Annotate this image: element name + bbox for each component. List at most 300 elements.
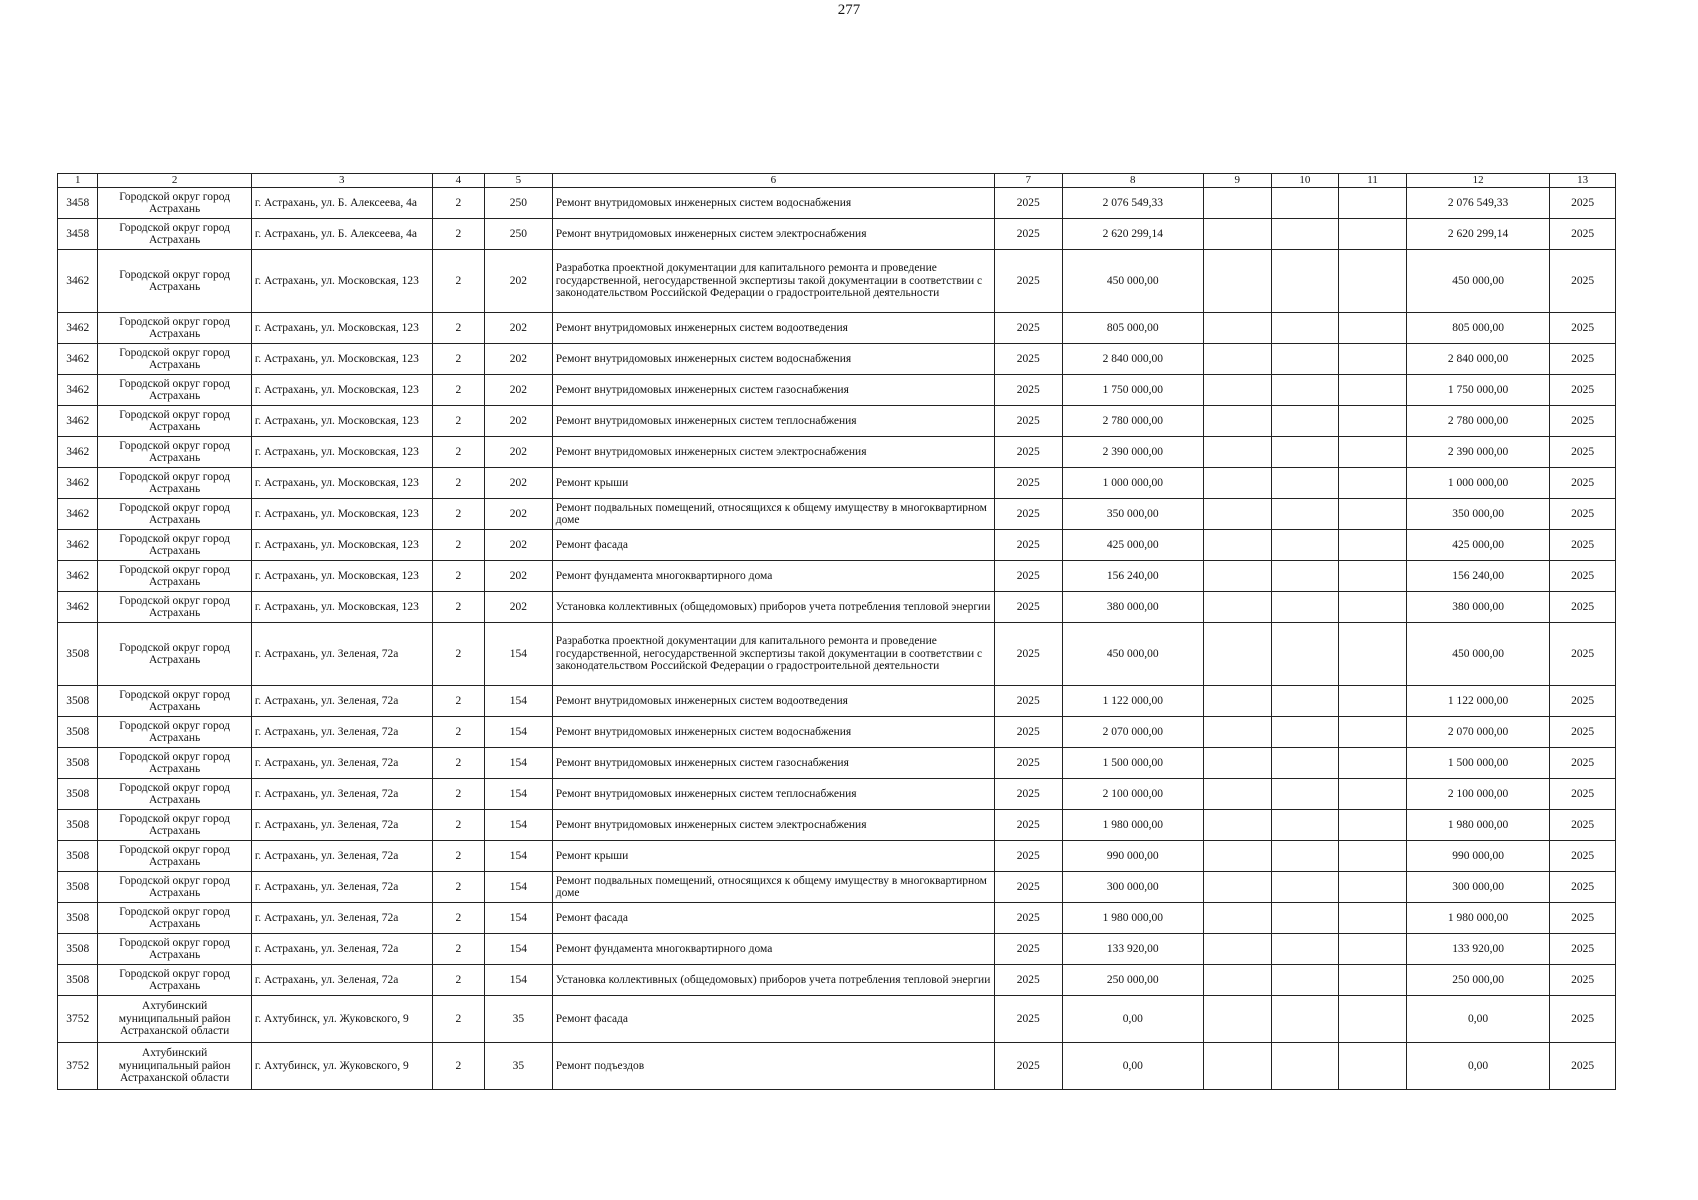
year-cell: 2025 <box>994 903 1062 934</box>
year-cell: 2025 <box>994 872 1062 903</box>
col-9-value-cell <box>1203 250 1271 313</box>
address-cell: г. Астрахань, ул. Московская, 123 <box>251 468 432 499</box>
completion-year-cell: 2025 <box>1550 499 1616 530</box>
col-9-value-cell <box>1203 996 1271 1043</box>
col-4-value-cell: 2 <box>432 872 485 903</box>
col-4-value-cell: 2 <box>432 188 485 219</box>
address-cell: г. Астрахань, ул. Зеленая, 72а <box>251 779 432 810</box>
address-cell: г. Астрахань, ул. Зеленая, 72а <box>251 903 432 934</box>
cost-total-cell: 2 390 000,00 <box>1062 437 1203 468</box>
year-cell: 2025 <box>994 219 1062 250</box>
col-5-value-cell: 154 <box>485 934 553 965</box>
col-10-value-cell <box>1271 1043 1339 1090</box>
cost-fund-cell: 1 500 000,00 <box>1406 748 1549 779</box>
col-11-value-cell <box>1339 872 1407 903</box>
work-type-cell: Установка коллективных (общедомовых) приборов учета потребления тепловой энергии <box>552 965 994 996</box>
table-row <box>58 530 1616 561</box>
cost-total-cell: 350 000,00 <box>1062 499 1203 530</box>
row-number-cell: 3508 <box>58 748 98 779</box>
year-cell: 2025 <box>994 406 1062 437</box>
work-type-cell: Ремонт крыши <box>552 468 994 499</box>
col-10-value-cell <box>1271 344 1339 375</box>
completion-year-cell: 2025 <box>1550 996 1616 1043</box>
cost-total-cell: 2 840 000,00 <box>1062 344 1203 375</box>
cost-total-cell: 2 620 299,14 <box>1062 219 1203 250</box>
municipality-cell: Городской округ город Астрахань <box>98 841 251 872</box>
address-cell: г. Астрахань, ул. Московская, 123 <box>251 561 432 592</box>
col-11-value-cell <box>1339 810 1407 841</box>
year-cell: 2025 <box>994 499 1062 530</box>
col-10-value-cell <box>1271 499 1339 530</box>
table-row <box>58 686 1616 717</box>
col-10-value-cell <box>1271 872 1339 903</box>
col-4-value-cell: 2 <box>432 437 485 468</box>
row-number-cell: 3508 <box>58 934 98 965</box>
address-cell: г. Астрахань, ул. Зеленая, 72а <box>251 810 432 841</box>
col-5-value-cell: 250 <box>485 188 553 219</box>
work-type-cell: Разработка проектной документации для капитального ремонта и проведение государственной, негосударственной экспертизы такой документации в соответствии с законодательством Российской Федерации о градостроительной деятельности <box>552 623 994 686</box>
row-number-cell: 3462 <box>58 313 98 344</box>
col-11-value-cell <box>1339 499 1407 530</box>
work-type-cell: Ремонт внутридомовых инженерных систем теплоснабжения <box>552 406 994 437</box>
col-11-value-cell <box>1339 841 1407 872</box>
row-number-cell: 3462 <box>58 530 98 561</box>
capital-repair-table <box>57 173 1616 1090</box>
column-header-12: 12 <box>1406 174 1549 188</box>
col-9-value-cell <box>1203 717 1271 748</box>
row-number-cell: 3508 <box>58 841 98 872</box>
cost-fund-cell: 2 100 000,00 <box>1406 779 1549 810</box>
row-number-cell: 3752 <box>58 996 98 1043</box>
table-row <box>58 779 1616 810</box>
completion-year-cell: 2025 <box>1550 841 1616 872</box>
cost-total-cell: 156 240,00 <box>1062 561 1203 592</box>
col-9-value-cell <box>1203 623 1271 686</box>
completion-year-cell: 2025 <box>1550 903 1616 934</box>
address-cell: г. Астрахань, ул. Московская, 123 <box>251 592 432 623</box>
municipality-cell: Городской округ город Астрахань <box>98 219 251 250</box>
col-11-value-cell <box>1339 996 1407 1043</box>
address-cell: г. Астрахань, ул. Зеленая, 72а <box>251 965 432 996</box>
col-10-value-cell <box>1271 841 1339 872</box>
address-cell: г. Астрахань, ул. Зеленая, 72а <box>251 623 432 686</box>
col-4-value-cell: 2 <box>432 623 485 686</box>
cost-total-cell: 450 000,00 <box>1062 250 1203 313</box>
col-9-value-cell <box>1203 530 1271 561</box>
col-9-value-cell <box>1203 375 1271 406</box>
col-4-value-cell: 2 <box>432 779 485 810</box>
address-cell: г. Ахтубинск, ул. Жуковского, 9 <box>251 1043 432 1090</box>
municipality-cell: Городской округ город Астрахань <box>98 406 251 437</box>
col-11-value-cell <box>1339 344 1407 375</box>
address-cell: г. Ахтубинск, ул. Жуковского, 9 <box>251 996 432 1043</box>
address-cell: г. Астрахань, ул. Зеленая, 72а <box>251 841 432 872</box>
cost-total-cell: 2 780 000,00 <box>1062 406 1203 437</box>
completion-year-cell: 2025 <box>1550 748 1616 779</box>
col-9-value-cell <box>1203 499 1271 530</box>
municipality-cell: Городской округ город Астрахань <box>98 592 251 623</box>
table-row <box>58 841 1616 872</box>
completion-year-cell: 2025 <box>1550 717 1616 748</box>
column-header-13: 13 <box>1550 174 1616 188</box>
cost-total-cell: 805 000,00 <box>1062 313 1203 344</box>
col-11-value-cell <box>1339 219 1407 250</box>
col-5-value-cell: 250 <box>485 219 553 250</box>
col-5-value-cell: 154 <box>485 623 553 686</box>
cost-fund-cell: 2 780 000,00 <box>1406 406 1549 437</box>
table-row <box>58 375 1616 406</box>
col-9-value-cell <box>1203 344 1271 375</box>
work-type-cell: Ремонт внутридомовых инженерных систем водоснабжения <box>552 344 994 375</box>
year-cell: 2025 <box>994 437 1062 468</box>
work-type-cell: Ремонт крыши <box>552 841 994 872</box>
work-type-cell: Ремонт подвальных помещений, относящихся к общему имуществу в многоквартирном доме <box>552 872 994 903</box>
row-number-cell: 3458 <box>58 219 98 250</box>
col-10-value-cell <box>1271 717 1339 748</box>
cost-fund-cell: 425 000,00 <box>1406 530 1549 561</box>
col-9-value-cell <box>1203 313 1271 344</box>
municipality-cell: Городской округ город Астрахань <box>98 686 251 717</box>
col-11-value-cell <box>1339 623 1407 686</box>
year-cell: 2025 <box>994 530 1062 561</box>
col-9-value-cell <box>1203 1043 1271 1090</box>
cost-total-cell: 1 980 000,00 <box>1062 810 1203 841</box>
completion-year-cell: 2025 <box>1550 437 1616 468</box>
col-5-value-cell: 202 <box>485 592 553 623</box>
col-10-value-cell <box>1271 188 1339 219</box>
col-4-value-cell: 2 <box>432 810 485 841</box>
year-cell: 2025 <box>994 250 1062 313</box>
row-number-cell: 3508 <box>58 717 98 748</box>
col-10-value-cell <box>1271 250 1339 313</box>
row-number-cell: 3508 <box>58 965 98 996</box>
cost-fund-cell: 2 620 299,14 <box>1406 219 1549 250</box>
col-9-value-cell <box>1203 188 1271 219</box>
completion-year-cell: 2025 <box>1550 468 1616 499</box>
completion-year-cell: 2025 <box>1550 1043 1616 1090</box>
col-5-value-cell: 154 <box>485 903 553 934</box>
row-number-cell: 3462 <box>58 468 98 499</box>
completion-year-cell: 2025 <box>1550 965 1616 996</box>
table-row <box>58 623 1616 686</box>
table-row <box>58 219 1616 250</box>
work-type-cell: Ремонт подъездов <box>552 1043 994 1090</box>
completion-year-cell: 2025 <box>1550 872 1616 903</box>
address-cell: г. Астрахань, ул. Зеленая, 72а <box>251 717 432 748</box>
municipality-cell: Городской округ город Астрахань <box>98 903 251 934</box>
col-5-value-cell: 202 <box>485 530 553 561</box>
col-4-value-cell: 2 <box>432 996 485 1043</box>
completion-year-cell: 2025 <box>1550 530 1616 561</box>
col-4-value-cell: 2 <box>432 375 485 406</box>
col-4-value-cell: 2 <box>432 313 485 344</box>
col-9-value-cell <box>1203 872 1271 903</box>
table-row <box>58 965 1616 996</box>
col-10-value-cell <box>1271 313 1339 344</box>
col-5-value-cell: 202 <box>485 499 553 530</box>
col-9-value-cell <box>1203 592 1271 623</box>
column-header-5: 5 <box>485 174 553 188</box>
municipality-cell: Городской округ город Астрахань <box>98 375 251 406</box>
municipality-cell: Городской округ город Астрахань <box>98 530 251 561</box>
table-body <box>58 188 1616 1090</box>
municipality-cell: Городской округ город Астрахань <box>98 344 251 375</box>
col-5-value-cell: 202 <box>485 250 553 313</box>
column-header-6: 6 <box>552 174 994 188</box>
table-row <box>58 250 1616 313</box>
col-11-value-cell <box>1339 468 1407 499</box>
col-10-value-cell <box>1271 219 1339 250</box>
col-11-value-cell <box>1339 686 1407 717</box>
address-cell: г. Астрахань, ул. Зеленая, 72а <box>251 686 432 717</box>
completion-year-cell: 2025 <box>1550 810 1616 841</box>
col-10-value-cell <box>1271 934 1339 965</box>
year-cell: 2025 <box>994 313 1062 344</box>
col-9-value-cell <box>1203 934 1271 965</box>
municipality-cell: Городской округ город Астрахань <box>98 810 251 841</box>
work-type-cell: Ремонт внутридомовых инженерных систем теплоснабжения <box>552 779 994 810</box>
row-number-cell: 3508 <box>58 779 98 810</box>
cost-total-cell: 300 000,00 <box>1062 872 1203 903</box>
row-number-cell: 3462 <box>58 406 98 437</box>
work-type-cell: Ремонт внутридомовых инженерных систем электроснабжения <box>552 810 994 841</box>
col-9-value-cell <box>1203 437 1271 468</box>
cost-fund-cell: 2 840 000,00 <box>1406 344 1549 375</box>
year-cell: 2025 <box>994 623 1062 686</box>
address-cell: г. Астрахань, ул. Б. Алексеева, 4а <box>251 219 432 250</box>
col-5-value-cell: 202 <box>485 437 553 468</box>
column-header-11: 11 <box>1339 174 1407 188</box>
col-5-value-cell: 154 <box>485 779 553 810</box>
year-cell: 2025 <box>994 841 1062 872</box>
table-row <box>58 499 1616 530</box>
municipality-cell: Городской округ город Астрахань <box>98 965 251 996</box>
cost-total-cell: 2 070 000,00 <box>1062 717 1203 748</box>
col-4-value-cell: 2 <box>432 934 485 965</box>
col-11-value-cell <box>1339 1043 1407 1090</box>
table-row <box>58 313 1616 344</box>
table-row <box>58 717 1616 748</box>
cost-fund-cell: 156 240,00 <box>1406 561 1549 592</box>
completion-year-cell: 2025 <box>1550 219 1616 250</box>
col-4-value-cell: 2 <box>432 1043 485 1090</box>
table-row <box>58 1043 1616 1090</box>
work-type-cell: Ремонт внутридомовых инженерных систем газоснабжения <box>552 375 994 406</box>
col-5-value-cell: 35 <box>485 996 553 1043</box>
municipality-cell: Городской округ город Астрахань <box>98 872 251 903</box>
col-5-value-cell: 154 <box>485 686 553 717</box>
year-cell: 2025 <box>994 561 1062 592</box>
municipality-cell: Городской округ город Астрахань <box>98 779 251 810</box>
work-type-cell: Установка коллективных (общедомовых) приборов учета потребления тепловой энергии <box>552 592 994 623</box>
work-type-cell: Ремонт фасада <box>552 996 994 1043</box>
table-row <box>58 437 1616 468</box>
completion-year-cell: 2025 <box>1550 934 1616 965</box>
municipality-cell: Городской округ город Астрахань <box>98 561 251 592</box>
col-11-value-cell <box>1339 250 1407 313</box>
municipality-cell: Городской округ город Астрахань <box>98 313 251 344</box>
col-5-value-cell: 202 <box>485 468 553 499</box>
col-9-value-cell <box>1203 841 1271 872</box>
column-header-1: 1 <box>58 174 98 188</box>
column-header-8: 8 <box>1062 174 1203 188</box>
col-5-value-cell: 202 <box>485 344 553 375</box>
col-11-value-cell <box>1339 965 1407 996</box>
col-11-value-cell <box>1339 592 1407 623</box>
col-10-value-cell <box>1271 437 1339 468</box>
col-4-value-cell: 2 <box>432 250 485 313</box>
municipality-cell: Ахтубинский муниципальный район Астраханской области <box>98 996 251 1043</box>
col-4-value-cell: 2 <box>432 561 485 592</box>
col-10-value-cell <box>1271 748 1339 779</box>
col-5-value-cell: 202 <box>485 561 553 592</box>
col-4-value-cell: 2 <box>432 903 485 934</box>
row-number-cell: 3508 <box>58 623 98 686</box>
col-4-value-cell: 2 <box>432 592 485 623</box>
cost-fund-cell: 1 000 000,00 <box>1406 468 1549 499</box>
address-cell: г. Астрахань, ул. Московская, 123 <box>251 437 432 468</box>
address-cell: г. Астрахань, ул. Московская, 123 <box>251 530 432 561</box>
year-cell: 2025 <box>994 810 1062 841</box>
cost-fund-cell: 1 122 000,00 <box>1406 686 1549 717</box>
municipality-cell: Городской округ город Астрахань <box>98 250 251 313</box>
cost-total-cell: 2 100 000,00 <box>1062 779 1203 810</box>
year-cell: 2025 <box>994 188 1062 219</box>
work-type-cell: Ремонт фасада <box>552 903 994 934</box>
completion-year-cell: 2025 <box>1550 375 1616 406</box>
cost-total-cell: 133 920,00 <box>1062 934 1203 965</box>
address-cell: г. Астрахань, ул. Московская, 123 <box>251 406 432 437</box>
municipality-cell: Ахтубинский муниципальный район Астраханской области <box>98 1043 251 1090</box>
year-cell: 2025 <box>994 375 1062 406</box>
col-5-value-cell: 202 <box>485 375 553 406</box>
address-cell: г. Астрахань, ул. Московская, 123 <box>251 313 432 344</box>
col-5-value-cell: 202 <box>485 406 553 437</box>
col-10-value-cell <box>1271 996 1339 1043</box>
col-5-value-cell: 154 <box>485 872 553 903</box>
municipality-cell: Городской округ город Астрахань <box>98 934 251 965</box>
row-number-cell: 3462 <box>58 499 98 530</box>
col-10-value-cell <box>1271 592 1339 623</box>
page-number: 277 <box>837 2 861 18</box>
col-9-value-cell <box>1203 779 1271 810</box>
col-5-value-cell: 154 <box>485 717 553 748</box>
municipality-cell: Городской округ город Астрахань <box>98 188 251 219</box>
col-11-value-cell <box>1339 717 1407 748</box>
completion-year-cell: 2025 <box>1550 592 1616 623</box>
completion-year-cell: 2025 <box>1550 561 1616 592</box>
year-cell: 2025 <box>994 934 1062 965</box>
col-11-value-cell <box>1339 530 1407 561</box>
col-11-value-cell <box>1339 375 1407 406</box>
table-row <box>58 468 1616 499</box>
year-cell: 2025 <box>994 717 1062 748</box>
completion-year-cell: 2025 <box>1550 188 1616 219</box>
col-5-value-cell: 154 <box>485 965 553 996</box>
table-row <box>58 934 1616 965</box>
address-cell: г. Астрахань, ул. Московская, 123 <box>251 250 432 313</box>
work-type-cell: Ремонт внутридомовых инженерных систем водоотведения <box>552 686 994 717</box>
year-cell: 2025 <box>994 686 1062 717</box>
row-number-cell: 3462 <box>58 250 98 313</box>
table-row <box>58 406 1616 437</box>
col-10-value-cell <box>1271 530 1339 561</box>
cost-total-cell: 1 122 000,00 <box>1062 686 1203 717</box>
col-9-value-cell <box>1203 748 1271 779</box>
table-row <box>58 592 1616 623</box>
address-cell: г. Астрахань, ул. Московская, 123 <box>251 344 432 375</box>
cost-fund-cell: 2 070 000,00 <box>1406 717 1549 748</box>
table-row <box>58 872 1616 903</box>
row-number-cell: 3462 <box>58 561 98 592</box>
cost-fund-cell: 1 980 000,00 <box>1406 810 1549 841</box>
completion-year-cell: 2025 <box>1550 406 1616 437</box>
col-5-value-cell: 202 <box>485 313 553 344</box>
column-header-4: 4 <box>432 174 485 188</box>
cost-total-cell: 1 500 000,00 <box>1062 748 1203 779</box>
completion-year-cell: 2025 <box>1550 313 1616 344</box>
table-row <box>58 188 1616 219</box>
col-4-value-cell: 2 <box>432 219 485 250</box>
address-cell: г. Астрахань, ул. Московская, 123 <box>251 375 432 406</box>
row-number-cell: 3462 <box>58 344 98 375</box>
cost-fund-cell: 450 000,00 <box>1406 250 1549 313</box>
cost-total-cell: 0,00 <box>1062 996 1203 1043</box>
year-cell: 2025 <box>994 996 1062 1043</box>
work-type-cell: Ремонт внутридомовых инженерных систем электроснабжения <box>552 437 994 468</box>
cost-fund-cell: 250 000,00 <box>1406 965 1549 996</box>
col-5-value-cell: 154 <box>485 810 553 841</box>
col-11-value-cell <box>1339 903 1407 934</box>
completion-year-cell: 2025 <box>1550 344 1616 375</box>
cost-total-cell: 0,00 <box>1062 1043 1203 1090</box>
col-4-value-cell: 2 <box>432 748 485 779</box>
cost-total-cell: 990 000,00 <box>1062 841 1203 872</box>
col-10-value-cell <box>1271 468 1339 499</box>
col-9-value-cell <box>1203 468 1271 499</box>
row-number-cell: 3462 <box>58 437 98 468</box>
municipality-cell: Городской округ город Астрахань <box>98 748 251 779</box>
row-number-cell: 3462 <box>58 375 98 406</box>
cost-fund-cell: 300 000,00 <box>1406 872 1549 903</box>
column-header-10: 10 <box>1271 174 1339 188</box>
col-5-value-cell: 154 <box>485 841 553 872</box>
table-row <box>58 996 1616 1043</box>
address-cell: г. Астрахань, ул. Зеленая, 72а <box>251 934 432 965</box>
col-4-value-cell: 2 <box>432 499 485 530</box>
col-10-value-cell <box>1271 561 1339 592</box>
column-header-9: 9 <box>1203 174 1271 188</box>
work-type-cell: Ремонт подвальных помещений, относящихся к общему имуществу в многоквартирном доме <box>552 499 994 530</box>
col-4-value-cell: 2 <box>432 530 485 561</box>
col-11-value-cell <box>1339 934 1407 965</box>
cost-fund-cell: 2 076 549,33 <box>1406 188 1549 219</box>
col-4-value-cell: 2 <box>432 965 485 996</box>
table-row <box>58 561 1616 592</box>
column-header-7: 7 <box>994 174 1062 188</box>
cost-fund-cell: 1 980 000,00 <box>1406 903 1549 934</box>
year-cell: 2025 <box>994 344 1062 375</box>
column-header-2: 2 <box>98 174 251 188</box>
col-11-value-cell <box>1339 313 1407 344</box>
cost-fund-cell: 450 000,00 <box>1406 623 1549 686</box>
municipality-cell: Городской округ город Астрахань <box>98 437 251 468</box>
col-10-value-cell <box>1271 406 1339 437</box>
col-5-value-cell: 35 <box>485 1043 553 1090</box>
row-number-cell: 3508 <box>58 903 98 934</box>
cost-fund-cell: 0,00 <box>1406 1043 1549 1090</box>
row-number-cell: 3508 <box>58 686 98 717</box>
